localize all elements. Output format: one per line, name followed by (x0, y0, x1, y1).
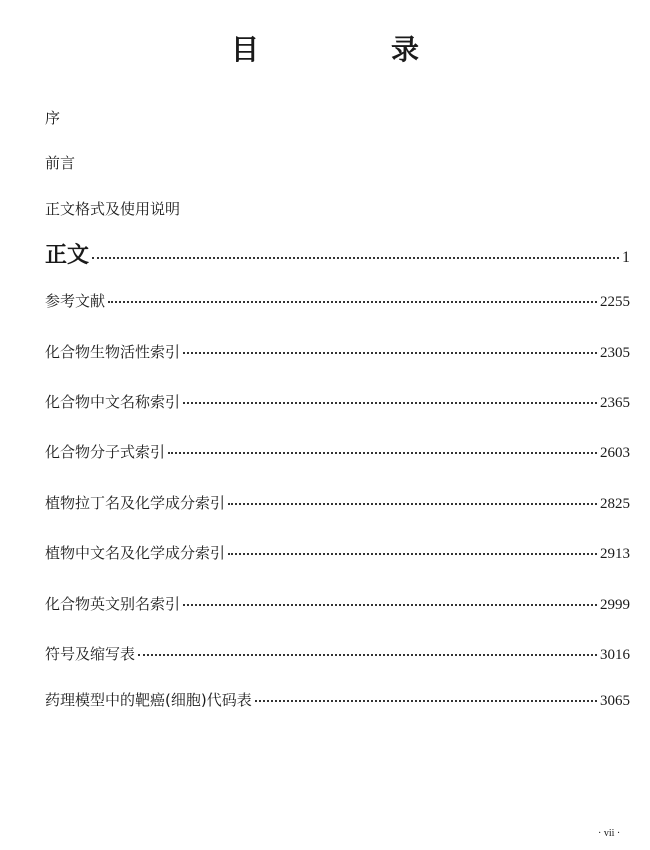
toc-entry-format-notes[interactable] (45, 198, 630, 220)
toc-label: 植物中文名及化学成分索引 (45, 544, 226, 562)
toc-entry[interactable] (45, 492, 630, 514)
dot-leader (138, 654, 597, 656)
toc-entry[interactable] (45, 542, 630, 564)
toc-label: 正文格式及使用说明 (45, 200, 181, 218)
toc-page-number: 2999 (600, 597, 630, 613)
dot-leader (183, 604, 597, 606)
toc-page-number: 2365 (600, 395, 630, 411)
toc-page-number: 3016 (600, 647, 630, 663)
toc-entry-preface[interactable] (45, 107, 630, 129)
toc-label: 药理模型中的靶癌(细胞)代码表 (45, 691, 252, 709)
toc-entry-main-text[interactable] (45, 238, 630, 268)
toc-label: 正文 (45, 243, 90, 268)
toc-label: 化合物分子式索引 (45, 443, 166, 461)
toc-entry[interactable] (45, 643, 630, 665)
dot-leader (255, 700, 597, 702)
page-title: 目 录 (230, 33, 471, 66)
dot-leader (92, 257, 619, 259)
toc-entry[interactable] (45, 290, 630, 312)
toc-label: 前言 (45, 154, 76, 172)
toc-entry[interactable] (45, 391, 630, 413)
toc-label: 参考文献 (45, 292, 106, 310)
toc-page-number: 2913 (600, 546, 630, 562)
toc-label: 化合物中文名称索引 (45, 393, 181, 411)
toc-page-number: 2255 (600, 294, 630, 310)
toc-label: 序 (45, 109, 61, 127)
toc-page-number: 1 (622, 249, 630, 266)
toc-entry-foreword[interactable] (45, 152, 630, 174)
toc-label: 植物拉丁名及化学成分索引 (45, 494, 226, 512)
toc-entry[interactable] (45, 441, 630, 463)
toc-label: 符号及缩写表 (45, 645, 136, 663)
toc-label: 化合物生物活性索引 (45, 343, 181, 361)
dot-leader (228, 503, 597, 505)
toc-page-number: 2825 (600, 496, 630, 512)
dot-leader (168, 452, 597, 454)
dot-leader (108, 301, 597, 303)
toc-entry[interactable] (45, 689, 630, 711)
toc-page-number: 2305 (600, 345, 630, 361)
dot-leader (228, 553, 597, 555)
page-folio: · vii · (598, 828, 621, 839)
dot-leader (183, 352, 597, 354)
toc-entry[interactable] (45, 593, 630, 615)
dot-leader (183, 402, 597, 404)
toc-label: 化合物英文别名索引 (45, 595, 181, 613)
toc-entry[interactable] (45, 341, 630, 363)
toc-page-number: 3065 (600, 693, 630, 709)
toc-page-number: 2603 (600, 445, 630, 461)
